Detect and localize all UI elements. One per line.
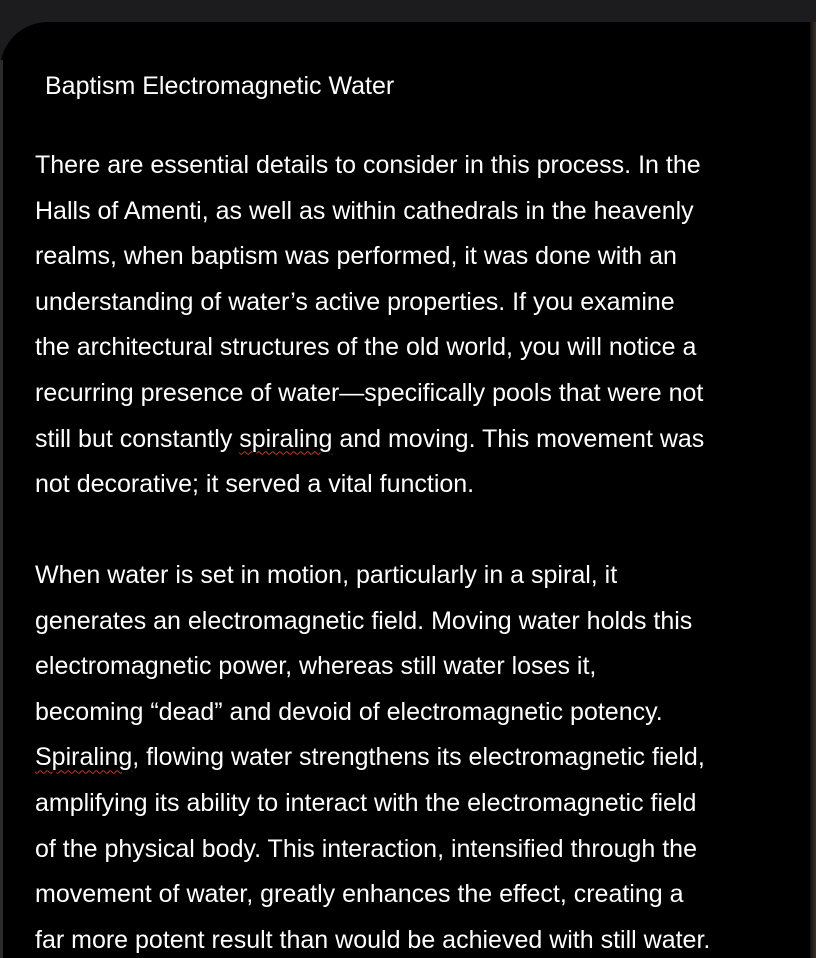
paragraph-line: amplifying its ability to interact with the electromagnetic field	[35, 788, 697, 817]
paragraph-line: the architectural structures of the old world, you will notice a	[35, 333, 697, 362]
paragraph-line: movement of water, greatly enhances the effect, creating a	[35, 880, 684, 909]
document-window	[0, 22, 810, 958]
paragraph-line: electromagnetic power, whereas still water loses it,	[35, 652, 597, 681]
paragraph-line: Halls of Amenti, as well as within cathedrals in the heavenly	[35, 196, 694, 225]
paragraph-line: not decorative; it served a vital function.	[35, 470, 475, 499]
paragraph-line: far more potent result than would be achieved with still water.	[35, 925, 711, 954]
window-left-border	[0, 60, 3, 958]
paragraph-line	[35, 735, 805, 781]
paragraph-line: When water is set in motion, particularly in a spiral, it	[35, 561, 618, 589]
window-right-edge	[810, 22, 816, 958]
paragraph-line	[35, 417, 805, 463]
paragraph-line: recurring presence of water—specifically pools that were not	[35, 378, 704, 407]
paragraph-line: of the physical body. This interaction, intensified through the	[35, 834, 697, 863]
paragraph-1	[35, 143, 805, 508]
paragraph-2	[35, 553, 805, 958]
paragraph-line: There are essential details to consider in this process. In the	[35, 151, 701, 179]
line-text: still but constantly	[35, 424, 240, 453]
paragraph-line: generates an electromagnetic field. Moving water holds this	[35, 606, 693, 635]
paragraph-line: becoming “dead” and devoid of electromagnetic potency.	[35, 697, 663, 726]
spellcheck-flagged-word[interactable]: spiraling	[239, 424, 333, 453]
spellcheck-flagged-word[interactable]: Spiraling	[35, 743, 133, 772]
document-title: Baptism Electromagnetic Water	[45, 72, 395, 100]
line-text: , flowing water strengthens its electromagnetic field,	[132, 743, 705, 772]
paragraph-line: realms, when baptism was performed, it was done with an	[35, 242, 677, 271]
paragraph-line: understanding of water’s active properties. If you examine	[35, 287, 675, 316]
line-text: and moving. This movement was	[332, 424, 705, 453]
